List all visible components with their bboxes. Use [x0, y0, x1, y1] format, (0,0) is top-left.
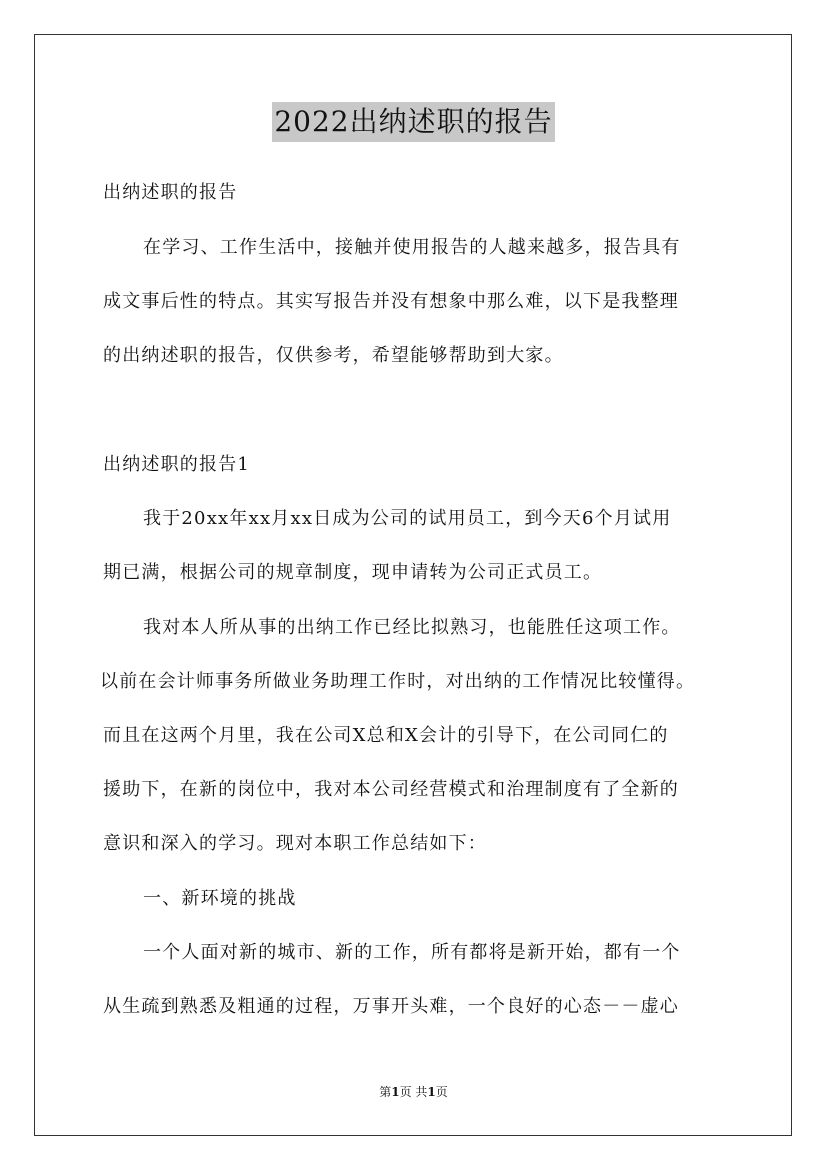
page-total: 1 [427, 1085, 436, 1099]
document-title: 2022出纳述职的报告 [272, 102, 554, 142]
page-mid: 页 共 [399, 1085, 428, 1099]
section-heading: 出纳述职的报告1 [103, 454, 251, 475]
paragraph-line: 期已满，根据公司的规章制度，现申请转为公司正式员工。 [103, 562, 603, 583]
paragraph-line: 一个人面对新的城市、新的工作，所有都将是新开始，都有一个 [143, 942, 681, 963]
paragraph-line: 意识和深入的学习。现对本职工作总结如下： [103, 833, 487, 854]
page-prefix: 第 [379, 1085, 392, 1099]
subsection-heading: 一、新环境的挑战 [143, 888, 297, 909]
paragraph-line: 的出纳述职的报告，仅供参考，希望能够帮助到大家。 [103, 345, 564, 366]
title-wrap [0, 102, 827, 142]
page-suffix: 页 [435, 1085, 448, 1099]
paragraph-line: 我于20xx年xx月xx日成为公司的试用员工，到今天6个月试用 [143, 508, 672, 529]
paragraph-line: 在学习、工作生活中，接触并使用报告的人越来越多，报告具有 [143, 237, 681, 258]
paragraph-line: 从生疏到熟悉及粗通的过程，万事开头难，一个良好的心态－－虚心 [103, 996, 679, 1017]
paragraph-line: 我对本人所从事的出纳工作已经比拟熟习，也能胜任这项工作。 [143, 617, 681, 638]
page-footer [0, 1084, 827, 1100]
paragraph-line: 以前在会计师事务所做业务助理工作时，对出纳的工作情况比较懂得。 [100, 671, 696, 692]
page-number: 1 [391, 1085, 400, 1099]
paragraph-line: 成文事后性的特点。其实写报告并没有想象中那么难，以下是我整理 [103, 291, 679, 312]
section-heading: 出纳述职的报告 [103, 182, 238, 203]
paragraph-line: 而且在这两个月里，我在公司X总和X会计的引导下，在公司同仁的 [103, 725, 669, 746]
paragraph-line: 援助下，在新的岗位中，我对本公司经营模式和治理制度有了全新的 [103, 779, 679, 800]
